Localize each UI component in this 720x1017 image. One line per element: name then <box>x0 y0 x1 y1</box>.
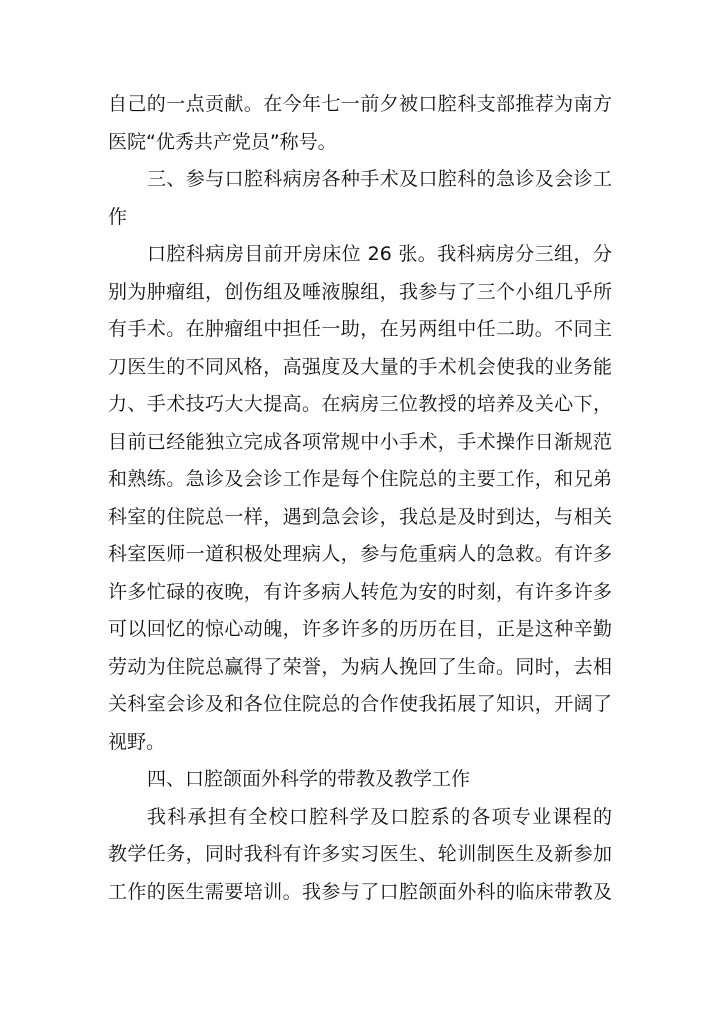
paragraph-3-line-9: 科室医师一道积极处理病人，参与危重病人的急救。有许多 <box>108 543 612 565</box>
paragraph-3-line-8: 科室的住院总一样，遇到急会诊，我总是及时到达，与相关 <box>108 505 612 528</box>
document-page <box>108 86 612 911</box>
section-heading-3: 三、参与口腔科病房各种手术及口腔科的急诊及会诊工 <box>147 168 612 190</box>
section-heading-3-cont: 作 <box>108 205 128 228</box>
section-heading-4: 四、口腔颌面外科学的带教及教学工作 <box>147 768 471 790</box>
text-line-1: 自己的一点贡献。在今年七一前夕被口腔科支部推荐为南方 <box>108 93 612 115</box>
paragraph-3-line-4: 刀医生的不同风格，高强度及大量的手术机会使我的业务能 <box>108 355 612 378</box>
paragraph-3-line-3: 有手术。在肿瘤组中担任一助，在另两组中任二助。不同主 <box>108 318 612 340</box>
paragraph-3-line-14: 视野。 <box>108 730 166 753</box>
paragraph-3-line-2: 别为肿瘤组，创伤组及唾液腺组，我参与了三个小组几乎所 <box>108 280 612 303</box>
paragraph-3-line-13: 关科室会诊及和各位住院总的合作使我拓展了知识，开阔了 <box>108 693 612 715</box>
paragraph-4-line-1: 我科承担有全校口腔科学及口腔系的各项专业课程的 <box>147 805 612 828</box>
paragraph-3-line-1: 口腔科病房目前开房床位 26 张。我科病房分三组，分 <box>147 243 612 265</box>
paragraph-3-line-7: 和熟练。急诊及会诊工作是每个住院总的主要工作，和兄弟 <box>108 468 612 490</box>
paragraph-4-line-2: 教学任务，同时我科有许多实习医生、轮训制医生及新参加 <box>108 843 612 865</box>
paragraph-3-line-10: 许多忙碌的夜晚，有许多病人转危为安的时刻，有许多许多 <box>108 580 612 603</box>
paragraph-3-line-5: 力、手术技巧大大提高。在病房三位教授的培养及关心下， <box>108 393 612 415</box>
text-line-2: 医院“优秀共产党员”称号。 <box>108 130 337 153</box>
paragraph-3-line-12: 劳动为住院总赢得了荣誉，为病人挽回了生命。同时，去相 <box>108 655 612 678</box>
paragraph-3-line-11: 可以回忆的惊心动魄，许多许多的历历在目，正是这种辛勤 <box>108 618 612 640</box>
paragraph-3-line-6: 目前已经能独立完成各项常规中小手术，手术操作日渐规范 <box>108 430 612 453</box>
paragraph-4-line-3: 工作的医生需要培训。我参与了口腔颌面外科的临床带教及 <box>108 880 612 903</box>
